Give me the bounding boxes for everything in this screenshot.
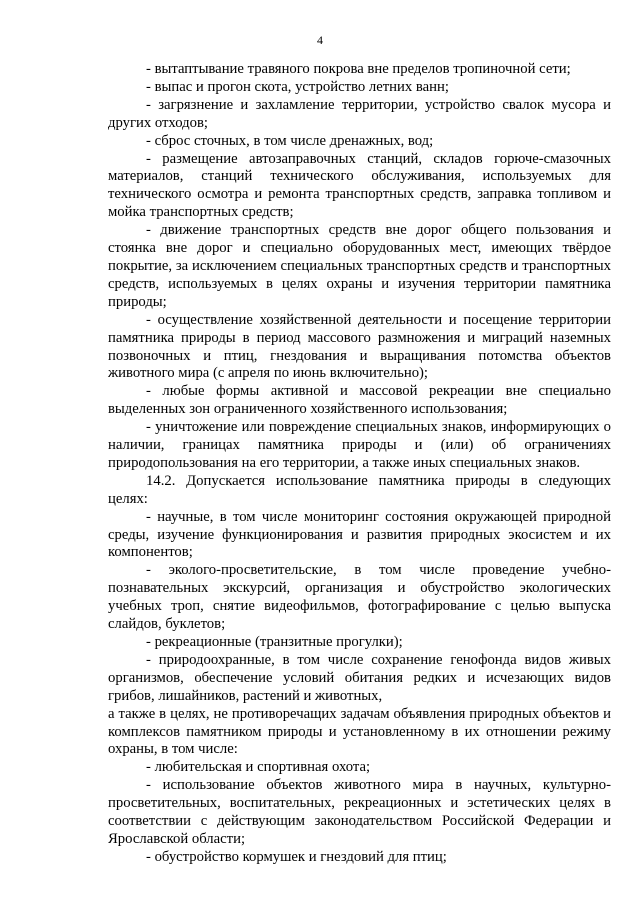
paragraph: - любые формы активной и массовой рекреации вне специально выделенных зон ограниченного хозяйственного использования;: [108, 383, 611, 418]
paragraph: - сброс сточных, в том числе дренажных, вод;: [146, 132, 434, 149]
paragraph: - размещение автозаправочных станций, складов горюче-смазочных материалов, станций технического обслуживания, используемых для технического осмотра и ремонта транспортных средств, заправка топливом и мойка транспортных средств;: [108, 150, 611, 221]
paragraph: - обустройство кормушек и гнездовий для птиц;: [146, 848, 447, 865]
paragraph: - любительская и спортивная охота;: [146, 759, 371, 776]
paragraph: - природоохранные, в том числе сохранение генофонда видов живых организмов, обеспечение условий обитания редких и исчезающих видов грибов, лишайников, растений и животных,: [108, 651, 611, 704]
section-heading-14-2: 14.2. Допускается использование памятника природы в следующих целях:: [108, 472, 611, 507]
document-body: [108, 61, 611, 867]
page-number: 4: [317, 33, 323, 47]
paragraph: - эколого-просветительские, в том числе проведение учебно-познавательных экскурсий, организация и обустройство экологических учебных троп, снятие видеофильмов, фотографирование с целью выпуска слайдов, буклетов;: [108, 562, 611, 633]
paragraph: - выпас и прогон скота, устройство летних ванн;: [146, 78, 449, 95]
paragraph: - вытаптывание травяного покрова вне пределов тропиночной сети;: [146, 61, 571, 77]
paragraph: - использование объектов животного мира в научных, культурно-просветительных, воспитательных, рекреационных и эстетических целях в соответствии с действующим законодательством Российской Федерации и Ярославской области;: [108, 777, 611, 847]
paragraph: а также в целях, не противоречащих задачам объявления природных объектов и комплексов памятником природы и установленному в их отношении режиму охраны, в том числе:: [108, 705, 611, 758]
paragraph: - уничтожение или повреждение специальных знаков, информирующих о наличии, границах памятника природы и (или) об ограничениях природопользования на его территории, а также иных специальных знаков.: [108, 419, 611, 471]
paragraph: - осуществление хозяйственной деятельности и посещение территории памятника природы в период массового размножения и миграций наземных позвоночных и птиц, гнездования и выращивания потомства объектов животного мира (с апреля по июнь включительно);: [108, 311, 611, 382]
paragraph: - рекреационные (транзитные прогулки);: [146, 634, 403, 650]
paragraph: - загрязнение и захламление территории, устройство свалок мусора и других отходов;: [108, 96, 611, 131]
paragraph: - научные, в том числе мониторинг состояния окружающей природной среды, изучение функционирования и развития природных экосистем и их компонентов;: [108, 508, 611, 561]
paragraph: - движение транспортных средств вне дорог общего пользования и стоянка вне дорог и специально оборудованных мест, имеющих твёрдое покрытие, за исключением специальных транспортных средств и транспортных средств, используемых в целях охраны и изучения территории памятника природы;: [108, 222, 611, 310]
